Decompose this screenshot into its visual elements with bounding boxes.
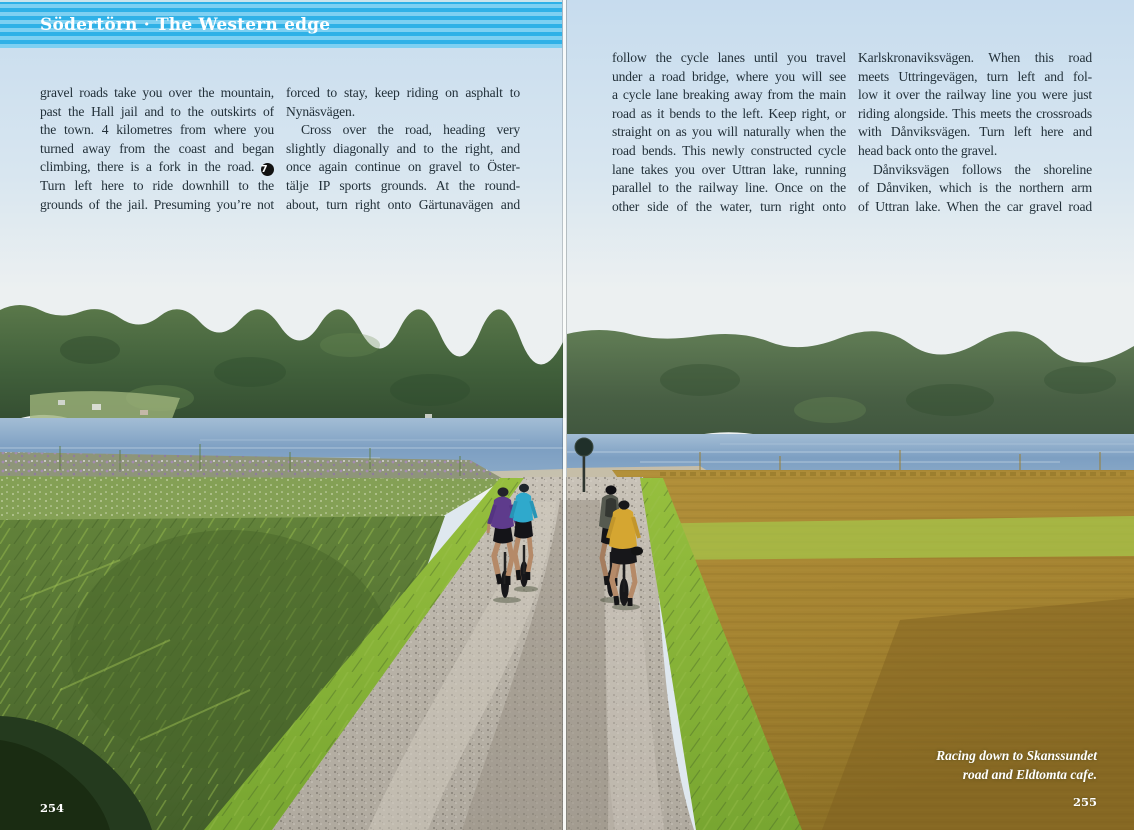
text-line: of Uttran lake. When the car gravel road [858,198,1092,214]
text-line: a cycle lane breaking away from the main [612,87,846,103]
text-line: meets Uttringevägen, turn left and fol- [858,68,1092,84]
text-column-4 [858,49,1092,216]
text-line: riding alongside. This meets the crossroads [858,105,1092,121]
text-line: grounds of the jail. Presuming you’re not [40,196,274,212]
text-line: about, turn right onto Gärtunavägen and [286,196,520,212]
route-marker-icon: 7 [261,163,274,176]
text-line: once again continue on gravel to Öster- [286,159,520,175]
text-line: under a road bridge, where you will see [612,68,846,84]
text-line: head back onto the gravel. [858,142,998,158]
text-column-2 [286,84,520,214]
section-title: Södertörn · The Western edge [40,14,331,35]
text-line: of Dånviken, which is the northern arm [858,180,1092,196]
text-line: Cross over the road, heading very [301,122,520,138]
text-line: gravel roads take you over the mountain, [40,85,274,100]
page-number-right: 255 [1073,795,1098,809]
text-column-3 [612,49,846,216]
text-line: climbing, there is a fork in the road. 7 [40,158,274,177]
text-line: the town. 4 kilometres from where you [40,122,274,138]
text-column-1 [40,84,274,214]
text-line: other side of the water, turn right onto [612,198,846,214]
text-line: forced to stay, keep riding on asphalt to [286,85,520,100]
text-line: straight on as you will naturally when the [612,124,846,140]
text-line: road bends. This newly constructed cycle [612,142,846,158]
page-number-left: 254 [40,801,65,815]
text-line: road as it bends to the left. Keep right, or [612,105,846,121]
text-line: tälje IP sports grounds. At the round- [286,177,520,193]
text-line: low it over the railway line you were just [858,87,1092,103]
page-gutter [562,0,568,830]
text-line: lane takes you over Uttran lake, running [612,161,846,177]
text-line: with Dånviksvägen. Turn left here and [858,124,1092,140]
photo-caption-line-2: road and Eldtomta cafe. [962,767,1097,782]
text-line: slightly diagonally and to the right, and [286,140,520,156]
text-line: turned away from the coast and began [40,140,274,156]
photo-caption [936,746,1097,784]
text-line: Nynäsvägen. [286,103,355,119]
section-header-banner [0,0,562,48]
text-line: Karlskronaviksvägen. When this road [858,50,1092,65]
text-line: follow the cycle lanes until you travel [612,50,846,65]
text-line: past the Hall jail and to the outskirts of [40,103,274,119]
text-line: Turn left here to ride downhill to the [40,177,274,193]
text-line: Dånviksvägen follows the shoreline [873,161,1092,177]
photo-caption-line-1: Racing down to Skanssundet [936,748,1097,763]
text-line: parallel to the railway line. Once on the [612,180,846,196]
